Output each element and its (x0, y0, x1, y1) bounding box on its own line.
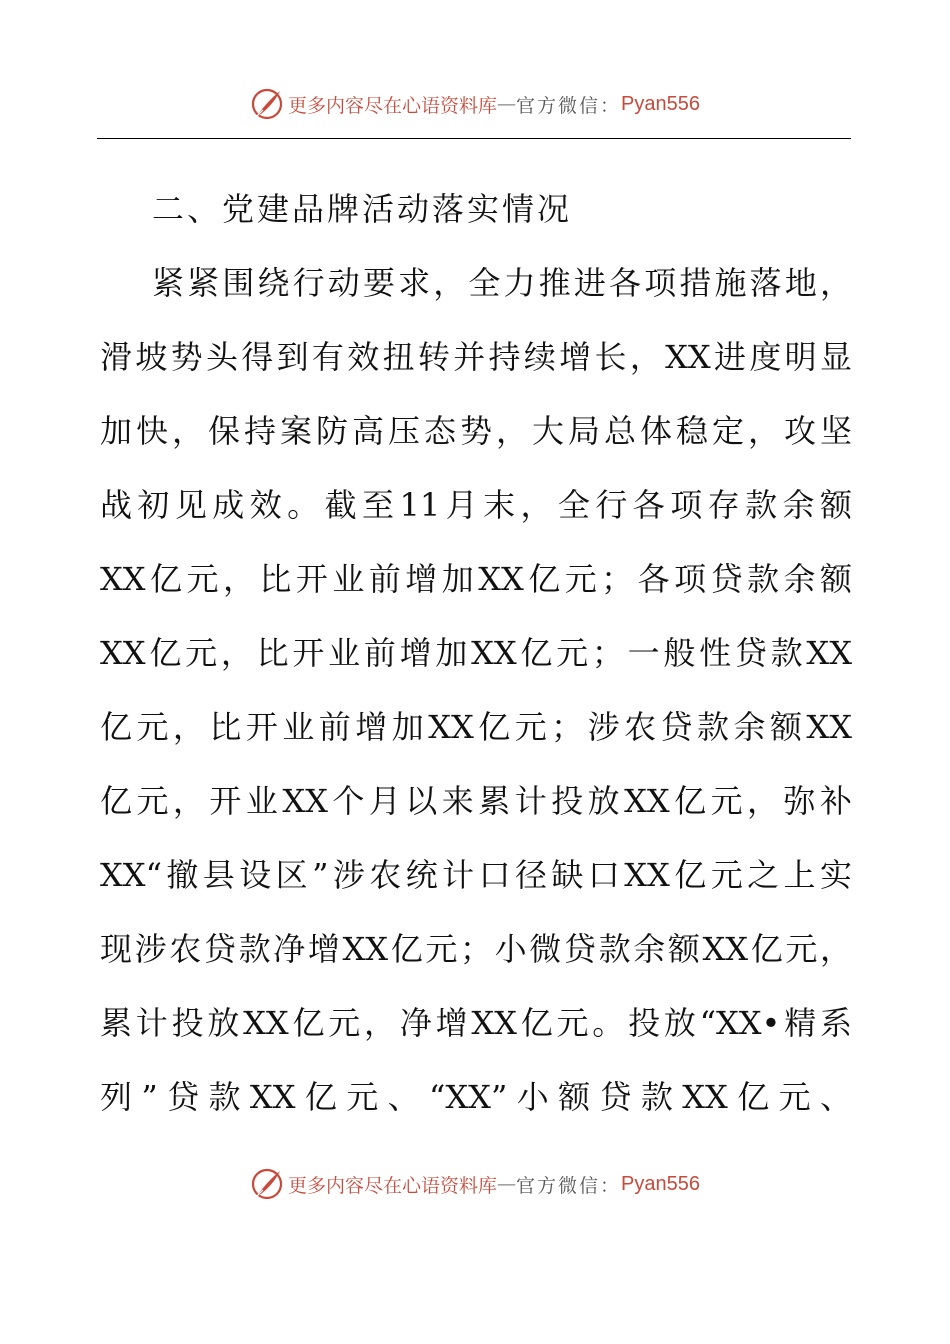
paragraph-line: XX亿元，比开业前增加XX亿元；各项贷款余额 (100, 560, 852, 598)
section-heading: 二、党建品牌活动落实情况 (152, 190, 573, 228)
header-site-text: 更多内容尽在心语资料库 (288, 94, 498, 117)
quill-pen-logo-icon (250, 1167, 284, 1201)
paragraph-line: 紧紧围绕行动要求，全力推进各项措施落地， (152, 264, 852, 302)
paragraph-line: 滑坡势头得到有效扭转并持续增长，XX进度明显 (100, 338, 852, 376)
paragraph-line: XX亿元，比开业前增加XX亿元；一般性贷款XX (100, 634, 852, 672)
footer-dash: — (497, 1173, 517, 1195)
header-wechat-label: 官方微信： (516, 94, 622, 117)
paragraph-line: 亿元，开业XX个月以来累计投放XX亿元，弥补 (100, 782, 852, 820)
footer-site-text: 更多内容尽在心语资料库 (288, 1174, 498, 1197)
header-banner (0, 84, 950, 124)
paragraph-line: 亿元，比开业前增加XX亿元；涉农贷款余额XX (100, 708, 852, 746)
footer-wechat-id: Pyan556 (621, 1172, 700, 1195)
paragraph-line: 加快，保持案防高压态势，大局总体稳定，攻坚 (100, 412, 852, 450)
footer-wechat-label: 官方微信： (516, 1174, 622, 1197)
footer-banner (0, 1164, 950, 1204)
header-wechat-id: Pyan556 (621, 92, 700, 115)
header-divider (97, 138, 851, 139)
paragraph-line: 现涉农贷款净增XX亿元；小微贷款余额XX亿元， (100, 930, 852, 968)
paragraph-line: 列”贷款XX亿元、“XX”小额贷款XX亿元、 (100, 1078, 852, 1116)
paragraph-line: 累计投放XX亿元，净增XX亿元。投放“XX•精系 (100, 1004, 852, 1042)
paragraph-line: 战初见成效。截至11月末，全行各项存款余额 (100, 486, 852, 524)
quill-pen-logo-icon (250, 87, 284, 121)
paragraph-line: XX“撤县设区”涉农统计口径缺口XX亿元之上实 (100, 856, 852, 894)
document-body (100, 172, 852, 1134)
header-dash: — (497, 93, 517, 115)
